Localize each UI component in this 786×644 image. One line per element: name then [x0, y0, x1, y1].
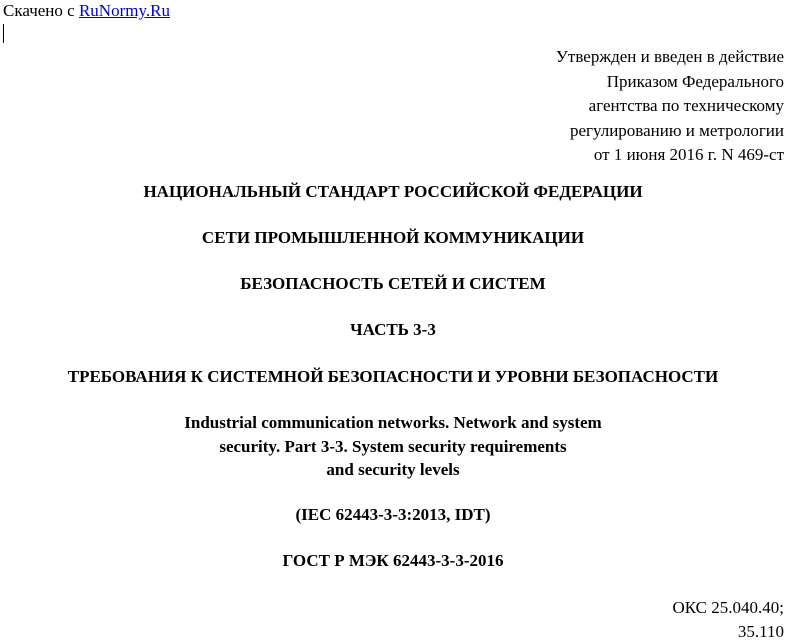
gost-number: ГОСТ Р МЭК 62443-3-3-2016 — [282, 551, 504, 570]
title-line-requirements: ТРЕБОВАНИЯ К СИСТЕМНОЙ БЕЗОПАСНОСТИ И УРОВНИ БЕЗОПАСНОСТИ — [67, 367, 719, 386]
download-source-line — [3, 1, 170, 21]
english-title-line: Industrial communication networks. Network and system — [184, 413, 602, 432]
title-line-networks: СЕТИ ПРОМЫШЛЕННОЙ КОММУНИКАЦИИ — [201, 228, 585, 247]
approval-line: от 1 июня 2016 г. N 469-ст — [593, 145, 784, 164]
oks-line: ОКС 25.040.40; — [672, 598, 784, 617]
english-title — [0, 411, 786, 482]
runormy-link[interactable]: RuNormy.Ru — [78, 1, 170, 20]
part-number: ЧАСТЬ 3-3 — [350, 320, 436, 339]
oks-line: 35.110 — [737, 622, 784, 641]
download-source-prefix: Скачено с — [3, 1, 79, 20]
approval-line: Приказом Федерального — [606, 71, 784, 91]
approval-line: Утвержден и введен в действие — [555, 47, 784, 66]
approval-line: регулированию и метрологии — [569, 120, 784, 140]
iec-reference: (IEC 62443-3-3:2013, IDT) — [295, 505, 491, 524]
text-cursor — [3, 24, 4, 43]
english-title-line: security. Part 3-3. System security requirements — [219, 436, 567, 456]
oks-codes — [672, 596, 784, 644]
approval-block — [556, 45, 784, 168]
approval-line: агентства по техническому — [588, 96, 784, 115]
standard-heading: НАЦИОНАЛЬНЫЙ СТАНДАРТ РОССИЙСКОЙ ФЕДЕРАЦИИ — [143, 182, 643, 201]
title-line-security: БЕЗОПАСНОСТЬ СЕТЕЙ И СИСТЕМ — [240, 274, 546, 293]
english-title-line: and security levels — [326, 460, 460, 479]
